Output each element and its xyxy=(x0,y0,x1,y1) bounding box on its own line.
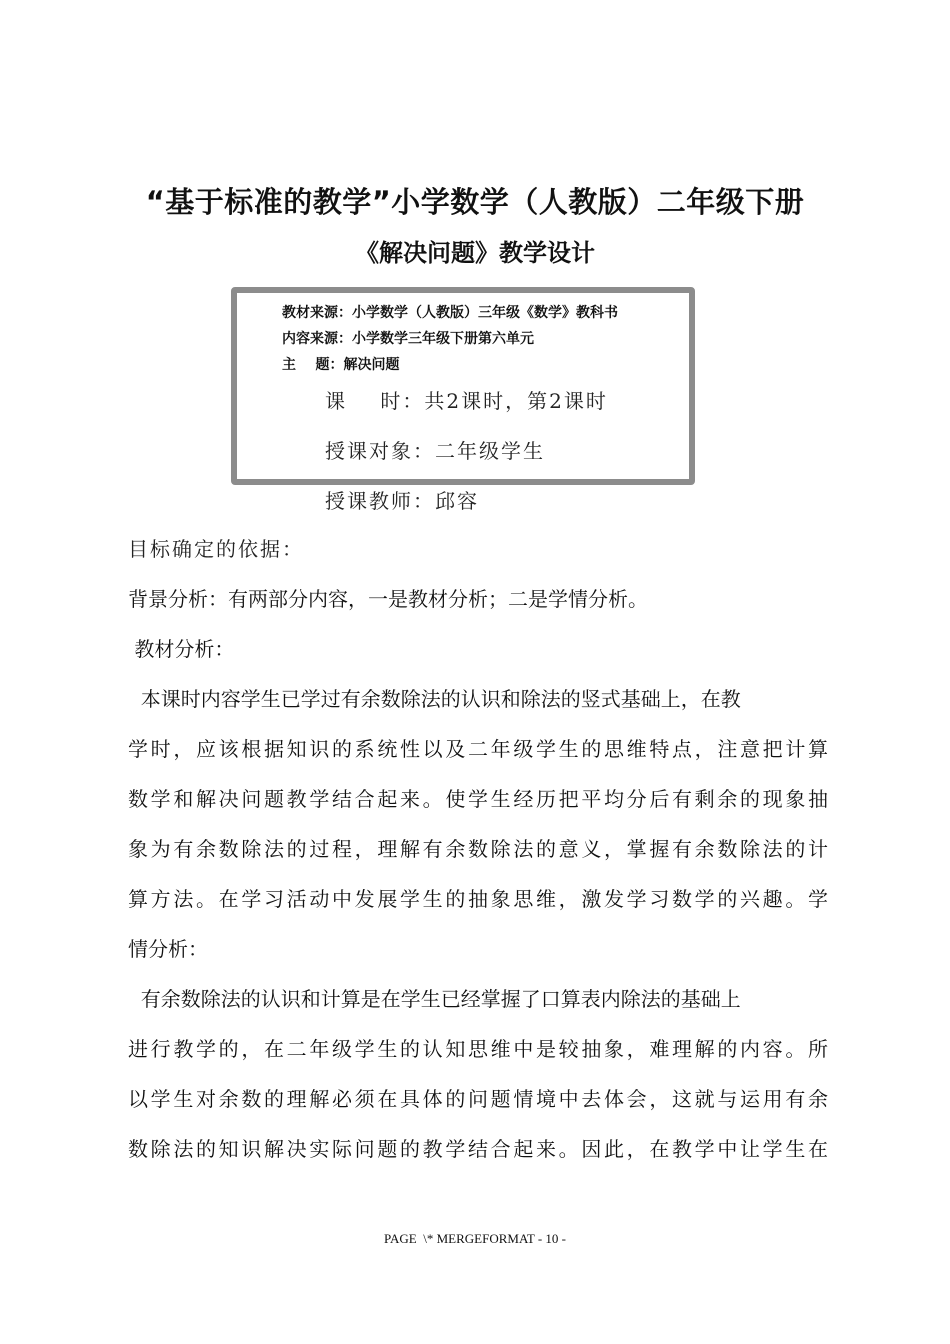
background-analysis: 背景分析：有两部分内容，一是教材分析；二是学情分析。 xyxy=(128,587,648,611)
paragraph-line: 象为有余数除法的过程，理解有余数除法的意义，掌握有余数除法的计 xyxy=(128,837,828,861)
document-title: “基于标准的教学”小学数学（人教版）二年级下册 xyxy=(145,185,805,219)
meta-audience: 授课对象：二年级学生 xyxy=(325,439,545,463)
material-analysis-paragraph xyxy=(128,674,828,974)
meta-lesson-hours: 课 时：共2课时，第2课时 xyxy=(325,389,608,413)
paragraph-line: 情分析： xyxy=(128,937,208,961)
paragraph-line: 数除法的知识解决实际问题的教学结合起来。因此，在教学中让学生在 xyxy=(128,1137,828,1161)
paragraph-line: 数学和解决问题教学结合起来。使学生经历把平均分后有剩余的现象抽 xyxy=(128,787,828,811)
paragraph-line: 有余数除法的认识和计算是在学生已经掌握了口算表内除法的基础上 xyxy=(128,987,741,1011)
info-content-source: 内容来源：小学数学三年级下册第六单元 xyxy=(282,331,534,347)
student-analysis-paragraph xyxy=(128,974,828,1174)
material-analysis-heading: 教材分析： xyxy=(128,637,235,661)
paragraph-line: 以学生对余数的理解必须在具体的问题情境中去体会，这就与运用有余 xyxy=(128,1087,828,1111)
basis-heading: 目标确定的依据： xyxy=(128,537,304,561)
paragraph-line: 学时，应该根据知识的系统性以及二年级学生的思维特点，注意把计算 xyxy=(128,737,828,761)
info-textbook-source: 教材来源：小学数学（人教版）三年级《数学》教科书 xyxy=(282,305,618,321)
meta-teacher: 授课教师：邱容 xyxy=(325,489,479,513)
paragraph-line: 算方法。在学习活动中发展学生的抽象思维，激发学习数学的兴趣。学 xyxy=(128,887,828,911)
document-subtitle: 《解决问题》教学设计 xyxy=(355,239,595,267)
info-topic: 主 题：解决问题 xyxy=(282,357,400,373)
paragraph-line: 本课时内容学生已学过有余数除法的认识和除法的竖式基础上，在教 xyxy=(128,687,741,711)
paragraph-line: 进行教学的，在二年级学生的认知思维中是较抽象，难理解的内容。所 xyxy=(128,1037,828,1061)
page-footer: PAGE \* MERGEFORMAT - 10 - xyxy=(383,1231,567,1246)
